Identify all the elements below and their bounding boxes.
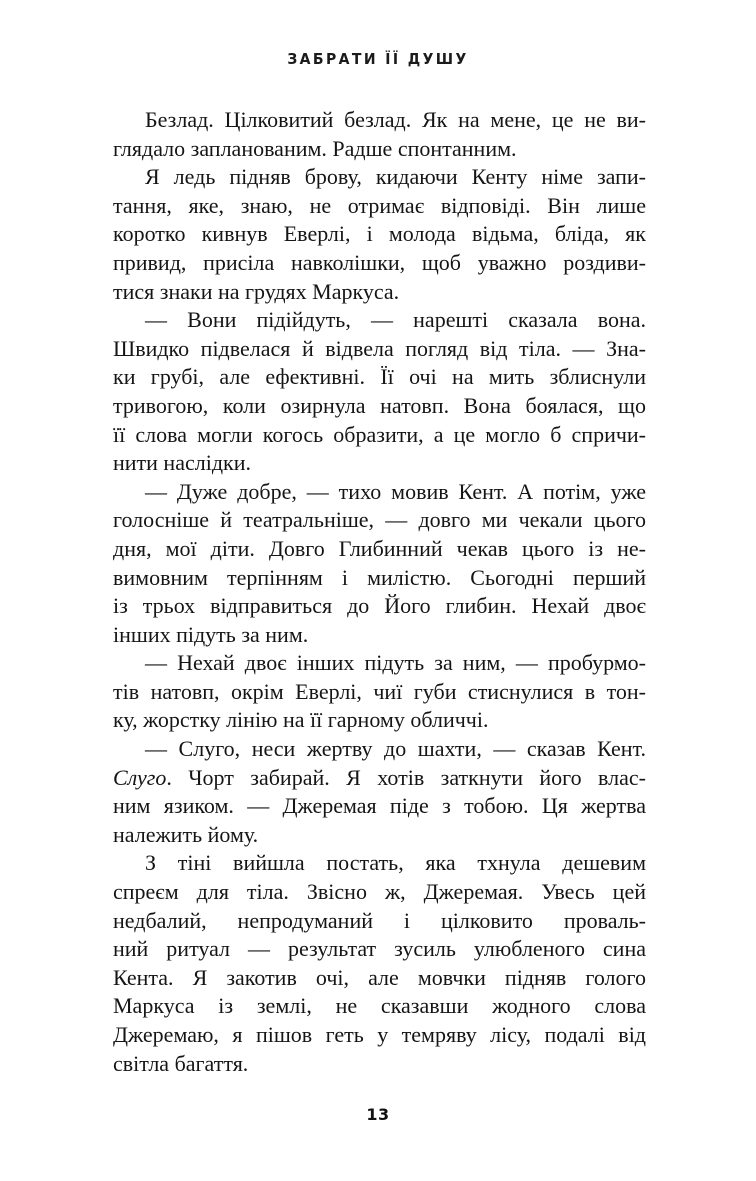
text-line: недбалий, непродуманий і цілковито проваль- bbox=[113, 907, 646, 933]
text-line: — Слуго, неси жертву до шахти, — сказав Кент. bbox=[145, 736, 646, 762]
text-line: тання, яке, знаю, не отримає відповіді. Він лише bbox=[113, 192, 646, 218]
text-line: — Дуже добре, — тихо мовив Кент. А потім, уже bbox=[145, 478, 646, 504]
paragraph bbox=[113, 849, 646, 1078]
text-line bbox=[113, 764, 646, 793]
text-line: Безлад. Цілковитий безлад. Як на мене, це не ви- bbox=[145, 107, 646, 132]
text-line: із трьох відправиться до Його глибин. Нехай двоє bbox=[113, 593, 646, 619]
text-line: інших підуть за ним. bbox=[113, 621, 309, 647]
text-block bbox=[113, 106, 646, 1078]
text-line: голосніше й театральніше, — довго ми чекали цього bbox=[113, 507, 646, 533]
page-number: 13 bbox=[366, 1105, 390, 1124]
text-line: Джеремаю, я пішов геть у темряву лісу, подалі від bbox=[113, 1022, 646, 1047]
text-line: Кента. Я закотив очі, але мовчки підняв голого bbox=[113, 964, 646, 990]
text-line: З тіні вийшла постать, яка тхнула дешевим bbox=[145, 850, 646, 876]
text-line: Маркуса із землі, не сказавши жодного слова bbox=[113, 993, 646, 1019]
running-header: ЗАБРАТИ ЇЇ ДУШУ bbox=[287, 51, 469, 69]
plain-text: . Чорт забирай. Я хотів заткнути його влас- bbox=[166, 764, 646, 790]
text-line: її слова могли когось образити, а це могло б спричи- bbox=[113, 421, 646, 447]
text-line: ки грубі, але ефективні. Її очі на мить зблиснули bbox=[113, 364, 646, 390]
text-line: Швидко підвелася й відвела погляд від тіла. — Зна- bbox=[113, 335, 646, 361]
text-line: тів натовп, окрім Еверлі, чиї губи стиснулися в тон- bbox=[113, 678, 646, 704]
paragraph bbox=[113, 306, 646, 478]
text-line: ний ритуал — результат зусиль улюбленого сина bbox=[113, 936, 646, 962]
text-line: нити наслідки. bbox=[113, 450, 251, 476]
text-line: світла багаття. bbox=[113, 1050, 249, 1076]
text-line: — Нехай двоє інших підуть за ним, — пробурмо- bbox=[145, 650, 646, 676]
text-line: ку, жорстку лінію на її гарному обличчі. bbox=[113, 707, 489, 733]
text-line: тися знаки на грудях Маркуса. bbox=[113, 278, 400, 304]
paragraph bbox=[113, 163, 646, 306]
paragraph bbox=[113, 106, 646, 163]
text-line: вимовним терпінням і милістю. Сьогодні перший bbox=[113, 564, 646, 590]
text-line: глядало запланованим. Радше спонтанним. bbox=[113, 135, 517, 161]
text-line: тривогою, коли озирнула натовп. Вона боялася, що bbox=[113, 392, 646, 418]
text-line: дня, мої діти. Довго Глибинний чекав цього із не- bbox=[113, 535, 646, 561]
text-line: ним язиком. — Джеремая піде з тобою. Ця жертва bbox=[113, 793, 646, 819]
italic-text: Слуго bbox=[113, 764, 167, 790]
text-line: спреєм для тіла. Звісно ж, Джеремая. Увесь цей bbox=[113, 879, 646, 905]
paragraph bbox=[113, 735, 646, 849]
text-line: належить йому. bbox=[113, 821, 259, 847]
text-line: привид, присіла навколішки, щоб уважно роздиви- bbox=[113, 249, 646, 275]
paragraph bbox=[113, 478, 646, 650]
text-line: Я ледь підняв брову, кидаючи Кенту німе запи- bbox=[145, 164, 646, 190]
paragraph bbox=[113, 649, 646, 735]
text-line: коротко кивнув Еверлі, і молода відьма, бліда, як bbox=[113, 221, 646, 247]
text-line: — Вони підійдуть, — нарешті сказала вона. bbox=[145, 307, 646, 333]
